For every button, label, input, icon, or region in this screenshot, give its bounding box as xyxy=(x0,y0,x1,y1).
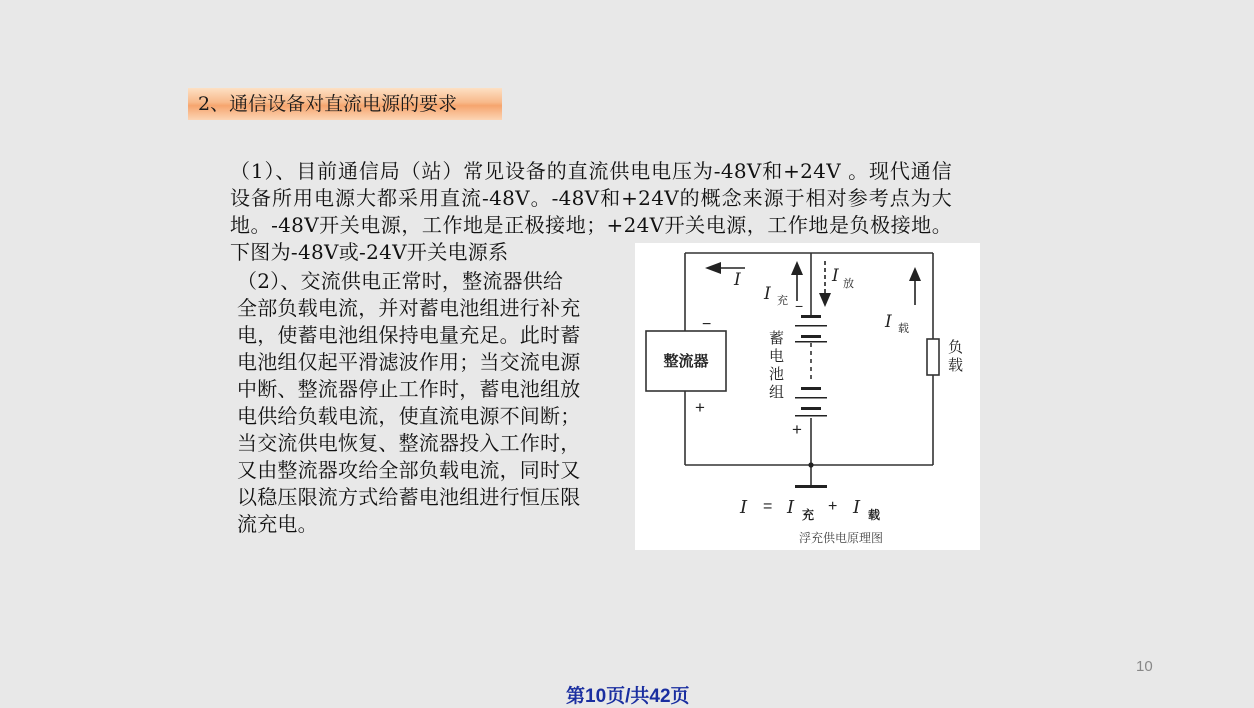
discharge-current-arrow xyxy=(819,293,831,307)
formula-sub1: 充 xyxy=(802,508,815,522)
charge-subscript: 充 xyxy=(777,295,788,307)
battery-label-4: 组 xyxy=(769,384,785,401)
paragraph-voltage: （1）、目前通信局（站）常见设备的直流供电电压为-48V和+24V 。现代通信设备所用电源大都采用直流-48V。-48V和+24V的概念来源于相对参考点为大地。-48V开关电源，工作地是正极接地；+24V开关电源，工作地是负极接地。下图为-48V或-24V开关电源系 xyxy=(230,159,952,264)
formula-lhs: I xyxy=(740,497,748,518)
battery-plus: + xyxy=(792,420,802,439)
main-current-arrow xyxy=(705,262,721,274)
load-resistor xyxy=(927,339,939,375)
load-subscript: 载 xyxy=(898,323,909,335)
float-charge-diagram xyxy=(635,243,980,550)
discharge-subscript: 放 xyxy=(843,278,854,290)
battery-label-3: 池 xyxy=(769,366,785,383)
charge-current-arrow xyxy=(791,261,803,275)
discharge-current-label: I xyxy=(832,266,839,286)
page-footer: 第10页/共42页 xyxy=(566,686,690,707)
paragraph-float-charge: （2）、交流供电正常时，整流器供给全部负载电流，并对蓄电池组进行补充电，使蓄电池组保持电量充足。此时蓄电池组仅起平滑滤波作用；当交流电源中断、整流器停止工作时，蓄电池组放电供给负载电流，使直流电源不间断；当交流供电恢复、整流器投入工作时，又由整流器攻给全部负载电流，同时又以稳压限流方式给蓄电池组进行恒压限流充电。 xyxy=(237,269,581,536)
charge-current-label: I xyxy=(764,284,771,304)
load-label-1: 负 xyxy=(948,339,964,356)
rectifier-plus: + xyxy=(695,398,705,417)
load-current-label: I xyxy=(885,312,892,332)
formula-term1: I xyxy=(787,497,795,518)
junction-dot xyxy=(808,462,813,467)
main-current-label: I xyxy=(734,270,741,290)
load-current-arrow xyxy=(909,267,921,281)
battery-cells xyxy=(795,315,827,417)
battery-minus: − xyxy=(795,298,804,314)
formula-term2: I xyxy=(853,497,861,518)
diagram-caption: 浮充供电原理图 xyxy=(798,531,884,545)
formula-plus: + xyxy=(828,498,838,515)
formula-equals: = xyxy=(763,498,773,515)
formula-sub2: 载 xyxy=(868,508,881,522)
rectifier-label: 整流器 xyxy=(663,353,709,370)
battery-label-1: 蓄 xyxy=(769,330,785,347)
ground-symbol xyxy=(795,485,827,488)
battery-label-2: 电 xyxy=(769,348,785,365)
load-label-2: 载 xyxy=(948,357,964,374)
section-heading: 2、通信设备对直流电源的要求 xyxy=(188,88,502,120)
slide-number: 10 xyxy=(1136,658,1153,675)
current-formula xyxy=(739,497,880,522)
rectifier-minus: − xyxy=(702,316,712,333)
